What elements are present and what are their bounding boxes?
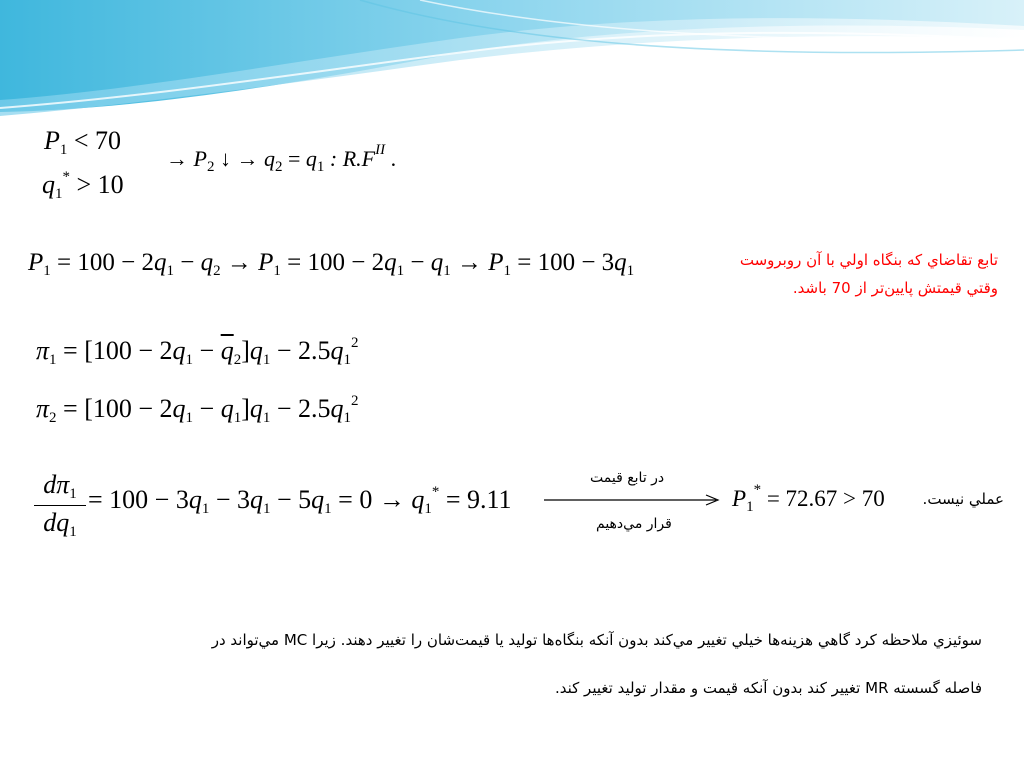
not-feasible-note: عملي نيست. xyxy=(922,490,1004,508)
arrow-label-below: قرار مي‌دهيم xyxy=(596,516,672,532)
header-wave-decoration xyxy=(0,0,1024,120)
implication-chain: → $P_2$ ↓ → $q_2 = q_1$ : $R.F^{II}$ . xyxy=(166,142,397,175)
fraction-bar xyxy=(34,505,86,506)
arrow-label-above: در تابع قيمت xyxy=(590,470,665,486)
substitution-arrow-icon xyxy=(544,492,722,508)
demand-note-line1: تابع تقاضاي كه بنگاه اولي با آن روبروست xyxy=(739,251,998,269)
profit-firm2: $\pi_2 = [100 - 2q_1 - q_1]q_1 - 2.5q_1^2$ xyxy=(36,393,359,426)
derivative-numerator: $d\pi_1$ xyxy=(43,470,77,502)
demand-note xyxy=(658,246,998,302)
first-order-condition: = $100 - 3q_1 - 3q_1 - 5q_1 = 0 \to q_1^* = 9.11$ xyxy=(88,484,512,517)
demand-derivation: $P_1 = 100 - 2q_1 - q_2 \to P_1 = 100 - 2q_1 - q_1 \to P_1 = 100 - 3q_1$ xyxy=(28,249,635,279)
explanation-line1: سوئيزي ملاحظه كرد گاهي هزينه‌ها خيلي تغيير مي‌كند بدون آنكه بنگاه‌ها توليد يا قيمت‌شان را تغيير دهند. زيرا MC مي‌تواند در xyxy=(211,631,982,649)
explanation-line2: فاصله گسسته MR تغيير كند بدون آنكه قيمت و مقدار توليد تغيير كند. xyxy=(554,679,982,697)
price-result: $P_1^* = 72.67 > 70$ xyxy=(732,482,885,515)
explanation-paragraph xyxy=(82,616,982,712)
condition-q1-star: $q_1^* > 10$ xyxy=(42,169,124,202)
profit-firm1: $\pi_1 = [100 - 2q_1 - \overline{q}_2]q_1 - 2.5q_1^2$ xyxy=(36,335,359,368)
derivative-fraction xyxy=(34,470,86,541)
demand-note-line2: وقتي قيمتش پايين‌تر از 70 باشد. xyxy=(792,279,998,297)
condition-p1: $P_1 < 70$ xyxy=(44,126,122,158)
derivative-denominator: $dq_1$ xyxy=(43,508,77,540)
